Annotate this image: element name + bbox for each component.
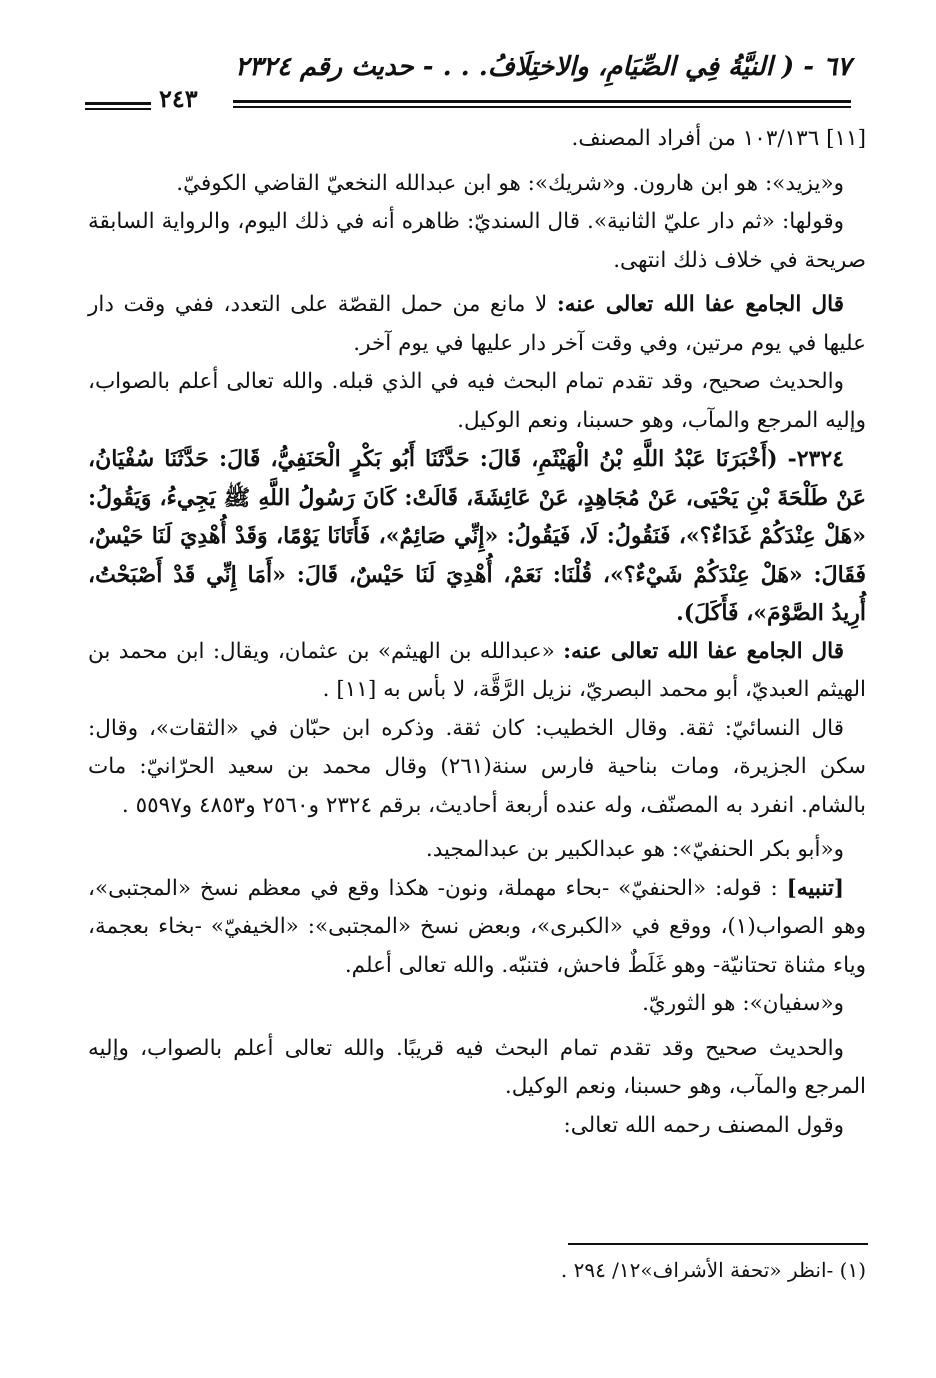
paragraph-qawluha: وقولها: «ثم دار عليّ الثانية». قال السنديّ: ظاهره أنه في ذلك اليوم، والرواية السابقة صريحة في خلاف ذلك انتهى. xyxy=(88,209,866,273)
paragraph-tanbih: [تنبيه] : قوله: «الحنفيّ» -بحاء مهملة، ونون- هكذا وقع في معظم نسخ «المجتبى»، وهو الصواب(١)، ووقع في «الكبرى»، وبعض نسخ «المجتبى»: «الخيفيّ» -بخاء بعجمة، وياء مثناة تحتانيّة- وهو غَلَطٌ فاحش، فتنبّه. والله تعالى أعلم. xyxy=(88,875,866,978)
commentary-lead: قال الجامع عفا الله تعالى عنه: xyxy=(556,292,844,317)
paragraph-reference: [١١] ١٠٣/١٣٦ من أفراد المصنف. xyxy=(571,126,866,151)
running-header xyxy=(85,52,851,113)
note-lead: [تنبيه] xyxy=(786,875,844,901)
page-number: ٢٤٣ xyxy=(159,84,198,113)
hadith-2324-text: ٢٣٢٤- (أَخْبَرَنَا عَبْدُ اللَّهِ بْنُ الْهَيْثَمِ، قَالَ: حَدَّثَنَا أَبُو بَكْرٍ الْحَنَفِيُّ، قَالَ: حَدَّثَنَا سُفْيَانُ، عَنْ طَلْحَةَ بْنِ يَحْيَى، عَنْ مُجَاهِدٍ، عَنْ عَائِشَةَ، قَالَتْ: كَانَ رَسُولُ اللَّهِ ﷺ يَجِيءُ، وَيَقُولُ: «هَلْ عِنْدَكُمْ غَدَاءٌ؟»، فَنَقُولُ: لَا، فَيَقُولُ: «إِنِّي صَائِمٌ»، فَأَتَانَا يَوْمًا، وَقَدْ أُهْدِيَ لَنَا حَيْسٌ، فَقَالَ: «هَلْ عِنْدَكُمْ شَيْءٌ؟»، قُلْنَا: نَعَمْ، أُهْدِيَ لَنَا حَيْسٌ، قَالَ: «أَمَا إِنِّي قَدْ أَصْبَحْتُ، أُرِيدُ الصَّوْمَ»، فَأَكَلَ). xyxy=(88,446,866,626)
paragraph-author-statement: وقول المصنف رحمه الله تعالى: xyxy=(563,1112,844,1138)
footnote-divider xyxy=(568,1243,868,1245)
paragraph-abu-bakr: و«أبو بكر الحنفيّ»: هو عبدالكبير بن عبدالمجيد. xyxy=(425,837,844,862)
paragraph-nasai: قال النسائيّ: ثقة. وقال الخطيب: كان ثقة. وذكره ابن حبّان في «الثقات»، وقال: سكن الجزيرة، ومات بناحية فارس سنة(٢٦١) وقال محمد بن سعيد الحرّانيّ: مات بالشام. انفرد به المصنّف، وله عنده أربعة أحاديث، برقم ٢٣٢٤ و٢٥٦٠ و٤٨٥٣ و٥٥٩٧ . xyxy=(88,715,866,818)
header-rule xyxy=(85,108,151,110)
paragraph-closing: والحديث صحيح وقد تقدم تمام البحث فيه قريبًا. والله تعالى أعلم بالصواب، وإليه المرجع والمآب، وهو حسبنا، ونعم الوكيل. xyxy=(88,1035,866,1099)
page-body xyxy=(88,120,866,1145)
header-title: ٦٧ - ( النيَّةُ فِي الصِّيَامِ، والاختِلَافُ. . . - حديث رقم ٢٣٢٤ xyxy=(234,52,851,82)
paragraph-jami-comment: قال الجامع عفا الله تعالى عنه: لا مانع من حمل القصّة على التعدد، ففي وقت دار عليها في يوم مرتين، وفي وقت آخر دار عليها في يوم آخر. xyxy=(88,292,866,356)
header-rule xyxy=(85,102,151,105)
paragraph-hadith-sahih: والحديث صحيح، وقد تقدم تمام البحث فيه في الذي قبله. والله تعالى أعلم بالصواب، وإليه المرجع والمآب، وهو حسبنا، ونعم الوكيل. xyxy=(88,369,866,433)
paragraph-sufyan: و«سفيان»: هو الثوريّ. xyxy=(642,991,844,1016)
commentary-lead: قال الجامع عفا الله تعالى عنه: xyxy=(563,638,844,664)
header-rule xyxy=(233,100,851,103)
footnote: (١) -انظر «تحفة الأشراف»١٢/ ٢٩٤ . xyxy=(560,1258,866,1282)
header-rule xyxy=(233,106,851,108)
paragraph-abdullah-bio: قال الجامع عفا الله تعالى عنه: «عبدالله بن الهيثم» بن عثمان، ويقال: ابن محمد بن الهيثم العبديّ، أبو محمد البصريّ، نزيل الرَّقَّة، لا بأس به [١١] . xyxy=(88,638,866,702)
paragraph-yazid: و«يزيد»: هو ابن هارون. و«شريك»: هو ابن عبدالله النخعيّ القاضي الكوفيّ. xyxy=(176,170,844,196)
